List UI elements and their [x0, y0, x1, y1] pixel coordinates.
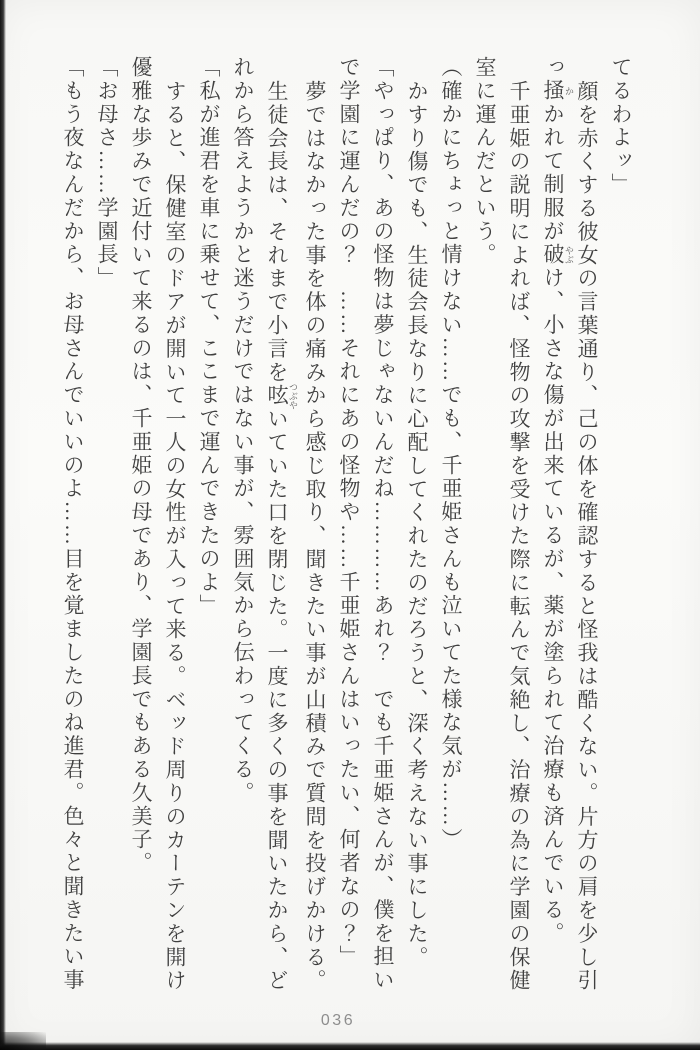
paragraph: 「もう夜なんだから、お母さんでいいのよ……目を覚ましたのね進君。色々と聞きたい事: [61, 56, 85, 992]
paragraph: （確かにちょっと情けない……でも、千亜姫さんも泣いてた様な気が……）: [439, 56, 463, 852]
paragraph: 夢ではなかった事を体の痛みから感じ取り、聞きたい事が山積みで質問を投げかける。: [303, 79, 327, 993]
page-number: 036: [320, 1012, 356, 1029]
paragraph: 顔を赤くする彼女の言葉通り、己の体を確認すると怪我は酷くない。片方の肩を少し引っ掻 かかれて制服が破 やぶけ、小さな傷が出来ているが、薬が塗られて治療も済んでいる。: [541, 56, 599, 993]
paragraph: 生徒会長は、それまで小言を呟 つぶやいていた口を閉じた。一度に多くの事を聞いたから、どれから答えようかと迷うだけではない事が、雰囲気から伝わってくる。: [231, 56, 298, 993]
page-text: [56, 56, 638, 994]
paragraph: かすり傷でも、生徒会長なりに心配してくれたのだろうと、深く考えない事にした。: [405, 79, 429, 969]
scan-edge-corner: [0, 1032, 46, 1050]
paragraph: 千亜姫の説明によれば、怪物の攻撃を受けた際に転んで気絶し、治療の為に学園の保健室に運んだという。: [473, 56, 531, 993]
scan-edge-left: [0, 0, 6, 1050]
scan-edge-bottom: [0, 1042, 700, 1050]
paragraph: すると、保健室のドアが開いて一人の女性が入って来る。ベッド周りのカーテンを開け優雅な歩みで近付いて来るのは、千亜姫の母であり、学園長でもある久美子。: [129, 56, 187, 993]
paragraph: 「お母さ……学園長」: [95, 56, 119, 290]
paragraph: 「やっぱり、あの怪物は夢じゃないんだね…………あれ？ でも千亜姫さんが、僕を担いで学園に運んだの？ ……それにあの怪物や……千亜姫さんはいったい、何者なの？」: [337, 56, 395, 992]
paragraph: 「私が進君を車に乗せて、ここまで運んできたのよ」: [197, 56, 221, 618]
paragraph: てるわよッ」: [609, 56, 633, 197]
